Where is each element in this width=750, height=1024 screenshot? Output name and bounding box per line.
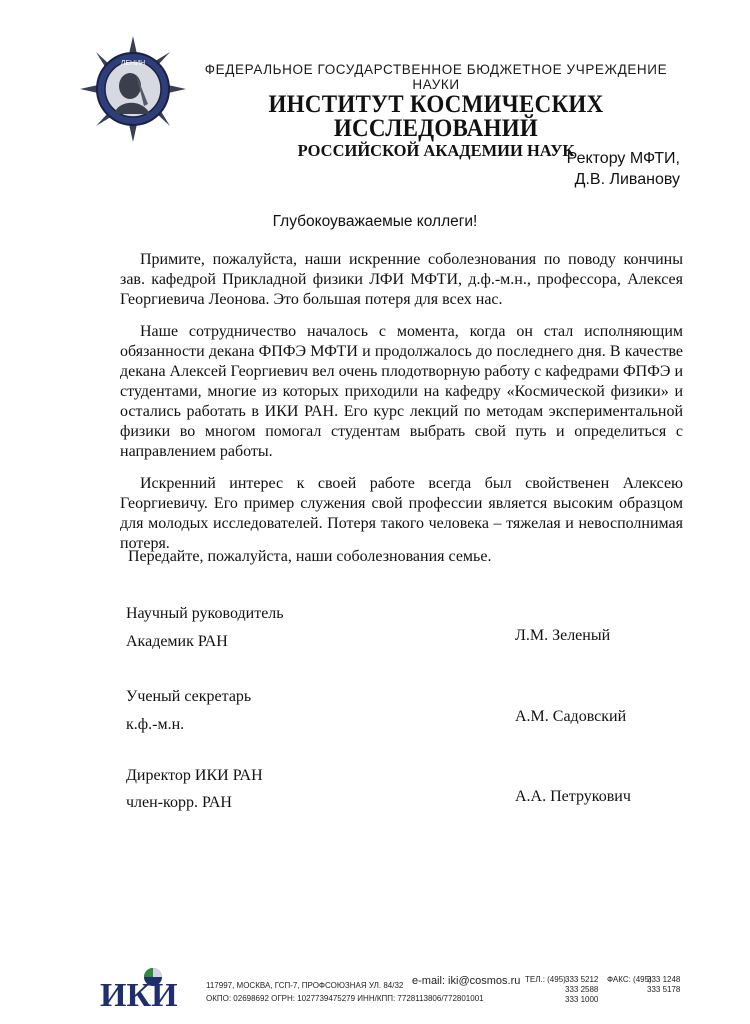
fax-number: 333 5178 bbox=[647, 985, 681, 994]
tel-number: 333 2588 bbox=[565, 985, 599, 994]
signature-rank: к.ф.-м.н. bbox=[126, 716, 185, 733]
addressee bbox=[567, 148, 680, 190]
iki-logo-icon bbox=[98, 964, 193, 1009]
footer-fax bbox=[607, 975, 681, 994]
signature-name: А.А. Петрукович bbox=[515, 788, 631, 805]
letter-body bbox=[120, 250, 683, 566]
tel-label: ТЕЛ.: (495) bbox=[525, 975, 566, 984]
addressee-line2: Д.В. Ливанову bbox=[574, 171, 680, 188]
fax-number: 333 1248 bbox=[647, 975, 681, 984]
institute-name: ИНСТИТУТ КОСМИЧЕСКИХ ИССЛЕДОВАНИЙ bbox=[268, 91, 604, 142]
paragraph: Примите, пожалуйста, наши искренние соболезнования по поводу кончины зав. кафедрой Прикладной физики ЛФИ МФТИ, д.ф.-м.н., профессора, Алексея Георгиевича Леонова. Это большая потеря для всех нас. bbox=[120, 251, 683, 308]
tel-number: 333 5212 bbox=[565, 975, 599, 984]
signature-title: Научный руководитель bbox=[126, 605, 284, 622]
footer-registry: ОКПО: 02698692 ОГРН: 1027739475279 ИНН/КПП: 7728113806/772801001 bbox=[206, 994, 484, 1003]
signature-name: Л.М. Зеленый bbox=[515, 627, 611, 644]
letterhead-line1: ФЕДЕРАЛЬНОЕ ГОСУДАРСТВЕННОЕ БЮДЖЕТНОЕ УЧРЕЖДЕНИЕ НАУКИ bbox=[204, 62, 668, 92]
letterhead bbox=[186, 62, 686, 161]
signature-title: Ученый секретарь bbox=[126, 688, 252, 705]
emblem-label: ЛЕНИН bbox=[120, 60, 146, 67]
footer-address: 117997, МОСКВА, ГСП-7, ПРОФСОЮЗНАЯ УЛ. 84/32 bbox=[206, 981, 404, 990]
greeting: Глубокоуважаемые коллеги! bbox=[272, 213, 478, 230]
signature-title: Директор ИКИ РАН bbox=[126, 767, 263, 784]
paragraph: Наше сотрудничество началось с момента, когда он стал исполняющим обязанности декана ФПФЭ МФТИ и продолжалось до последнего дня. В качестве декана Алексей Георгиевич вел очень плодотворную работу с кафедрами ФПФЭ и студентами, многие из которых приходили на кафедру «Космической физики» и остались работать в ИКИ РАН. Его курс лекций по методам экспериментальной физики во многом помогал студентам выбрать свой путь и определиться с направлением работы. bbox=[120, 323, 683, 460]
fax-label: ФАКС: (495) bbox=[607, 975, 652, 984]
paragraph: Искренний интерес к своей работе всегда был свойственен Алексею Георгиевичу. Его пример служения свой профессии является высоким образцом для молодых исследователей. Потеря такого человека – тяжелая и невосполнимая потеря. bbox=[120, 475, 683, 552]
closing-line: Передайте, пожалуйста, наши соболезнования семье. bbox=[128, 548, 492, 565]
tel-number: 333 1000 bbox=[565, 995, 599, 1004]
logo-text: ИКИ bbox=[100, 977, 178, 1009]
signature-rank: член-корр. РАН bbox=[126, 794, 232, 811]
addressee-line1: Ректору МФТИ, bbox=[566, 150, 680, 167]
footer-email[interactable]: e-mail: iki@cosmos.ru bbox=[412, 975, 521, 987]
footer-phones bbox=[525, 975, 599, 1004]
order-of-lenin-emblem-icon bbox=[78, 34, 188, 144]
signature-rank: Академик РАН bbox=[126, 633, 228, 650]
signature-name: А.М. Садовский bbox=[515, 708, 627, 725]
academy-name: РОССИЙСКОЙ АКАДЕМИИ НАУК bbox=[297, 141, 575, 160]
